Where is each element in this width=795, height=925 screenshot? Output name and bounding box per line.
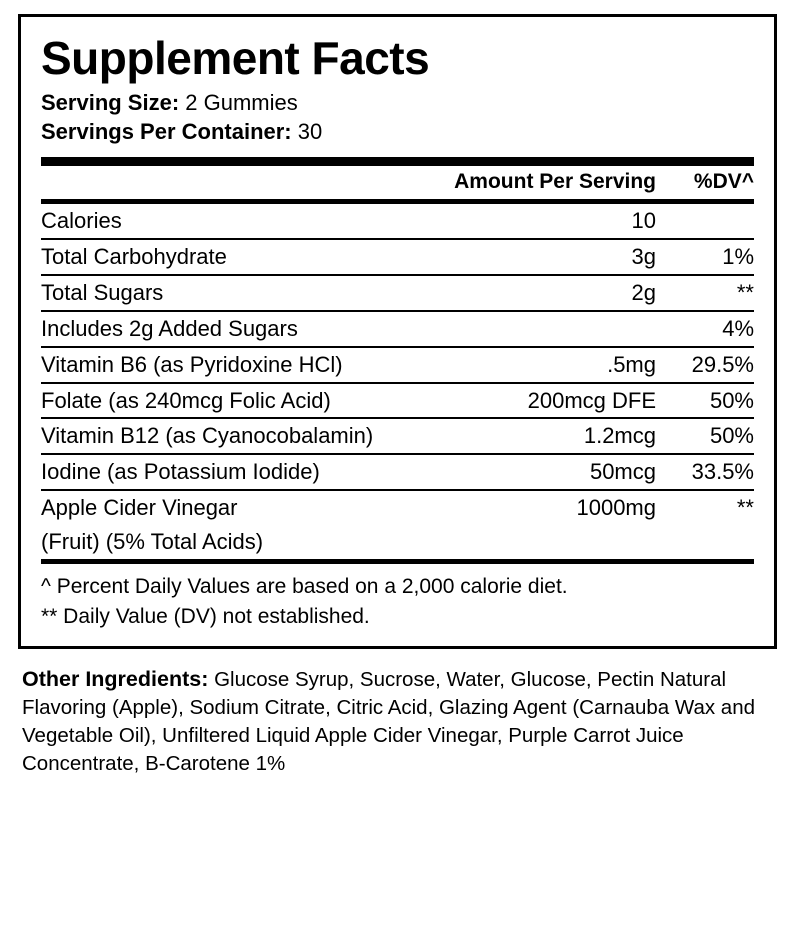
row-amount: 1.2mcg [481, 418, 662, 454]
row-name: Iodine (as Potassium Iodide) [41, 454, 481, 490]
row-name: Total Sugars [41, 275, 481, 311]
row-dv [662, 204, 754, 239]
header-percent-dv: %DV^ [693, 169, 754, 193]
other-ingredients-label: Other Ingredients: [22, 666, 209, 691]
table-row [41, 275, 754, 311]
row-dv: 50% [662, 418, 754, 454]
footnote-daily-values: ^ Percent Daily Values are based on a 2,000 calorie diet. [41, 575, 568, 599]
table-row [41, 311, 754, 347]
row-name: Total Carbohydrate [41, 239, 481, 275]
serving-size-value: 2 Gummies [185, 89, 298, 115]
table-row-continuation [41, 525, 754, 559]
row-dv: 50% [662, 383, 754, 419]
table-header-row [41, 166, 754, 199]
servings-per-container-value: 30 [297, 118, 323, 144]
row-dv: ** [662, 275, 754, 311]
row-dv: 1% [662, 239, 754, 275]
footnote-dv-not-established: ** Daily Value (DV) not established. [41, 605, 370, 629]
row-amount: .5mg [481, 347, 662, 383]
row-name: Includes 2g Added Sugars [41, 311, 481, 347]
row-name-continuation: (Fruit) (5% Total Acids) [41, 529, 264, 555]
serving-size-label: Serving Size: [41, 89, 180, 115]
table-row [41, 490, 754, 525]
footnotes [41, 564, 754, 632]
row-name: Vitamin B12 (as Cyanocobalamin) [41, 418, 481, 454]
header-spacer [41, 166, 454, 199]
row-name: Vitamin B6 (as Pyridoxine HCl) [41, 347, 481, 383]
row-dv: ** [662, 490, 754, 525]
nutrition-rows-table [41, 204, 754, 560]
row-dv: 4% [662, 311, 754, 347]
row-amount: 1000mg [481, 490, 662, 525]
row-dv: 33.5% [662, 454, 754, 490]
table-row [41, 418, 754, 454]
row-name: Apple Cider Vinegar [41, 490, 481, 525]
row-amount: 10 [631, 207, 656, 233]
divider-thick-top [41, 157, 754, 166]
row-amount: 200mcg DFE [481, 383, 662, 419]
row-dv: 29.5% [662, 347, 754, 383]
other-ingredients [18, 665, 777, 778]
servings-per-container-label: Servings Per Container: [41, 118, 292, 144]
supplement-facts-panel [18, 14, 777, 649]
row-amount [481, 311, 662, 347]
row-amount: 3g [481, 239, 662, 275]
serving-size-line [41, 88, 754, 117]
panel-title: Supplement Facts [41, 32, 430, 84]
table-row [41, 239, 754, 275]
table-row [41, 204, 754, 239]
table-row [41, 454, 754, 490]
row-amount: 50mcg [481, 454, 662, 490]
row-name: Folate (as 240mcg Folic Acid) [41, 383, 481, 419]
table-row [41, 347, 754, 383]
nutrition-table [41, 166, 754, 199]
header-amount-per-serving: Amount Per Serving [454, 169, 656, 193]
row-amount: 2g [481, 275, 662, 311]
row-name: Calories [41, 207, 122, 233]
other-ingredients-text: Glucose Syrup, Sucrose, Water, Glucose, Pectin Natural Flavoring (Apple), Sodium Citrate, Citric Acid, Glazing Agent (Carnauba Wax and Vegetable Oil), Unfiltered Liquid Apple Cider Vinegar, Purple Carrot Juice Concentrate, B-Carotene 1% [22, 667, 756, 775]
servings-per-container-line [41, 117, 754, 146]
table-row [41, 383, 754, 419]
